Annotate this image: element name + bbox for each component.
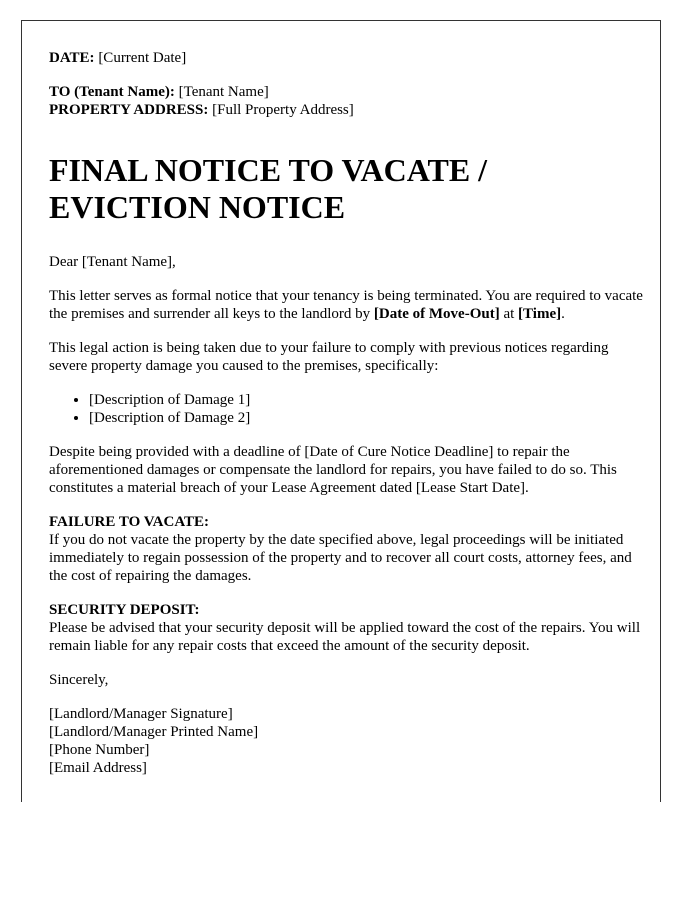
salutation: Dear [Tenant Name], <box>49 254 176 270</box>
deposit-body: Please be advised that your security deposit will be applied toward the cost of the repairs. You will remain liable for any repair costs that exceed the amount of the security deposit. <box>49 620 641 654</box>
termination-text-a: This letter serves as formal notice that your tenancy is being terminated. You are required to vacate the premises and surrender all keys to the landlord by <box>49 288 643 322</box>
deposit-heading: SECURITY DEPOSIT: <box>49 602 200 618</box>
damage-item: • [Description of Damage 1] <box>89 391 644 409</box>
address-label: PROPERTY ADDRESS: <box>49 102 209 118</box>
termination-text-c: . <box>561 306 565 322</box>
failure-heading: FAILURE TO VACATE: <box>49 514 210 530</box>
move-out-time: [Time] <box>518 306 562 322</box>
damage-list <box>49 391 644 427</box>
letter-body <box>49 49 644 777</box>
date-value: [Current Date] <box>98 50 187 66</box>
tenant-label: TO (Tenant Name): <box>49 84 175 100</box>
address-line <box>49 101 644 119</box>
closing: Sincerely, <box>49 672 109 688</box>
signature-line: [Landlord/Manager Signature] <box>49 706 233 722</box>
tenant-line <box>49 83 644 101</box>
tenant-value: [Tenant Name] <box>178 84 269 100</box>
failure-body: If you do not vacate the property by the date specified above, legal proceedings will be initiated immediately to regain possession of the property and to recover all court costs, attorney fees, and the cost of repairing the damages. <box>49 532 632 584</box>
printed-name-line: [Landlord/Manager Printed Name] <box>49 724 259 740</box>
document-page <box>21 20 661 802</box>
move-out-date: [Date of Move-Out] <box>373 306 500 322</box>
email-line: [Email Address] <box>49 760 147 776</box>
termination-text-b: at <box>499 306 519 322</box>
date-line <box>49 49 644 67</box>
reason-paragraph: This legal action is being taken due to your failure to comply with previous notices regarding severe property damage you caused to the premises, specifically: <box>49 340 609 374</box>
damage-item: • [Description of Damage 2] <box>89 409 644 427</box>
document-title: FINAL NOTICE TO VACATE / EVICTION NOTICE <box>49 152 488 225</box>
phone-line: [Phone Number] <box>49 742 150 758</box>
address-value: [Full Property Address] <box>212 102 354 118</box>
breach-paragraph: Despite being provided with a deadline of [Date of Cure Notice Deadline] to repair the aforementioned damages or compensate the landlord for repairs, you have failed to do so. This constitutes a material breach of your Lease Agreement dated [Lease Start Date]. <box>49 444 617 496</box>
termination-paragraph <box>49 287 644 323</box>
date-label: DATE: <box>49 50 95 66</box>
